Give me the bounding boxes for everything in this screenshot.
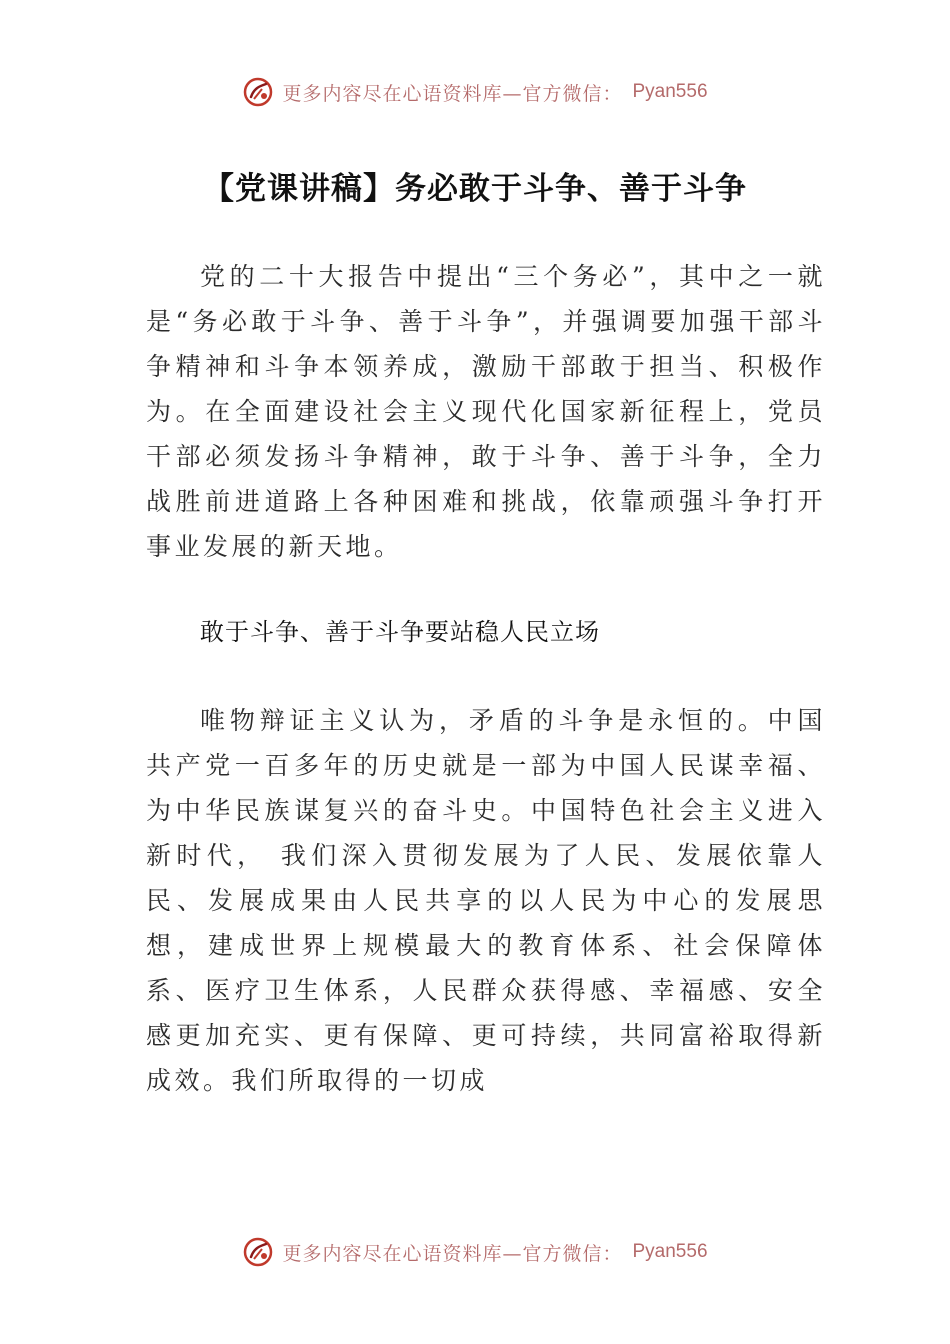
brand-logo-icon [242, 76, 274, 108]
section-heading: 敢于斗争、善于斗争要站稳人民立场 [200, 618, 600, 646]
footer-watermark [0, 1232, 950, 1272]
watermark-text: 更多内容尽在心语资料库—官方微信： [282, 1242, 623, 1265]
brand-logo-icon [242, 1236, 274, 1268]
body-paragraph: 唯物辩证主义认为，矛盾的斗争是永恒的。中国共产党一百多年的历史就是一部为中国人民谋幸福、为中华民族谋复兴的奋斗史。中国特色社会主义进入新时代， 我们深入贯彻发展为了人民、发展依靠人民、发展成果由人民共享的以人民为中心的发展思想，建成世界上规模最大的教育体系、社会保障体系、医疗卫生体系，人民群众获得感、幸福感、安全感更加充实、更有保障、更可持续，共同富裕取得新成效。我们所取得的一切成 [146, 706, 826, 1095]
header-watermark [0, 72, 950, 112]
watermark-wechat-id: Pyan556 [632, 1241, 708, 1262]
watermark-text: 更多内容尽在心语资料库—官方微信： [282, 82, 623, 105]
intro-paragraph: 党的二十大报告中提出“三个务必”，其中之一就是“务必敢于斗争、善于斗争”，并强调要加强干部斗争精神和斗争本领养成，激励干部敢于担当、积极作为。在全面建设社会主义现代化国家新征程上，党员干部必须发扬斗争精神，敢于斗争、善于斗争，全力战胜前进道路上各种困难和挑战，依靠顽强斗争打开事业发展的新天地。 [146, 262, 826, 561]
watermark-wechat-id: Pyan556 [632, 81, 708, 102]
page-title: 【党课讲稿】务必敢于斗争、善于斗争 [203, 171, 747, 207]
